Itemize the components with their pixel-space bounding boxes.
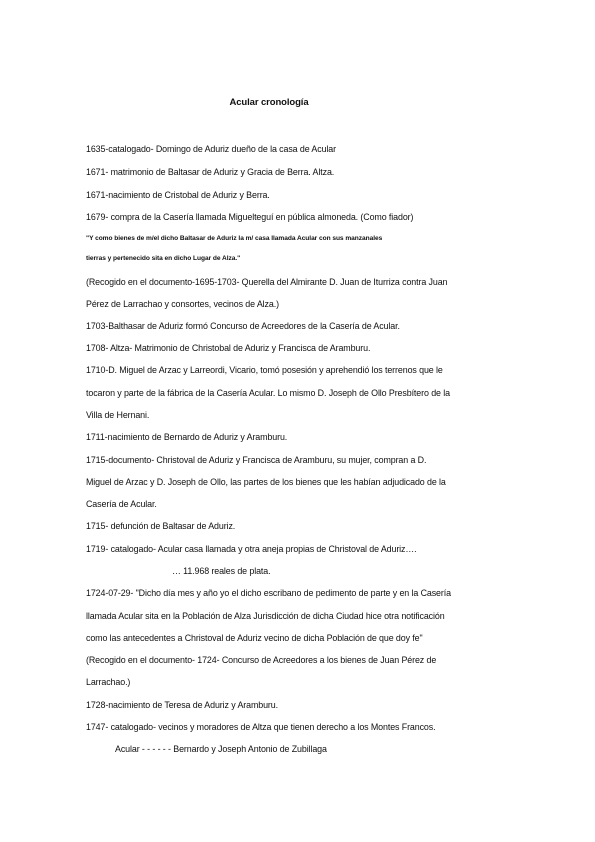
text-line: Acular - - - - - - Bernardo y Joseph Antonio de Zubillaga xyxy=(115,744,327,754)
text-line: 1719- catalogado- Acular casa llamada y otra aneja propias de Christoval de Aduriz…. xyxy=(86,544,417,554)
text-line: 1635-catalogado- Domingo de Aduriz dueño de la casa de Acular xyxy=(86,144,336,154)
text-line: 1671- matrimonio de Baltasar de Aduriz y Gracia de Berra. Altza. xyxy=(86,167,335,177)
text-line: 1679- compra de la Casería llamada Miguelteguí en pública almoneda. (Como fiador) xyxy=(86,212,414,222)
text-line: 1747- catalogado- vecinos y moradores de Altza que tienen derecho a los Montes Francos. xyxy=(86,722,436,732)
text-line: … 11.968 reales de plata. xyxy=(172,566,271,576)
quote-line: "Y como bienes de m/el dicho Baltasar de Aduriz la m/ casa llamada Acular con sus manzanales xyxy=(86,235,383,242)
text-line: 1715- defunción de Baltasar de Aduriz. xyxy=(86,521,236,531)
quote-line: tierras y pertenecido sita en dicho Lugar de Alza." xyxy=(86,255,241,262)
text-line: 1710-D. Miguel de Arzac y Larreordi, Vicario, tomó posesión y aprehendió los terrenos que le xyxy=(86,365,443,375)
text-line: (Recogido en el documento- 1724- Concurso de Acreedores a los bienes de Juan Pérez de xyxy=(86,655,437,665)
text-line: Pérez de Larrachao y consortes, vecinos de Alza.) xyxy=(86,299,279,309)
text-line: Larrachao.) xyxy=(86,677,131,687)
document-title: Acular cronología xyxy=(229,97,309,108)
text-line: 1715-documento- Christoval de Aduriz y Francisca de Aramburu, su mujer, compran a D. xyxy=(86,455,427,465)
text-line: 1708- Altza- Matrimonio de Christobal de Aduriz y Francisca de Aramburu. xyxy=(86,343,371,353)
text-line: llamada Acular sita en la Población de Alza Jurisdicción de dicha Ciudad hice otra notificación xyxy=(86,611,445,621)
text-line: (Recogido en el documento-1695-1703- Querella del Almirante D. Juan de Iturriza contra Juan xyxy=(86,277,448,287)
text-line: 1703-Balthasar de Aduriz formó Concurso de Acreedores de la Casería de Acular. xyxy=(86,321,400,331)
text-line: Villa de Hernani. xyxy=(86,410,150,420)
text-line: 1724-07-29- "Dicho día mes y año yo el dicho escribano de pedimento de parte y en la Casería xyxy=(86,588,451,598)
text-line: tocaron y parte de la fábrica de la Casería Acular. Lo mismo D. Joseph de Ollo Presbítero de la xyxy=(86,388,450,398)
text-line: Casería de Acular. xyxy=(86,499,157,509)
text-line: como las antecedentes a Christoval de Aduriz vecino de dicha Población de que doy fe" xyxy=(86,633,423,643)
text-line: Miguel de Arzac y D. Joseph de Ollo, las partes de los bienes que les habían adjudicado de la xyxy=(86,477,446,487)
text-line: 1671-nacimiento de Cristobal de Aduriz y Berra. xyxy=(86,190,270,200)
text-line: 1728-nacimiento de Teresa de Aduriz y Aramburu. xyxy=(86,700,278,710)
text-line: 1711-nacimiento de Bernardo de Aduriz y Aramburu. xyxy=(86,432,288,442)
